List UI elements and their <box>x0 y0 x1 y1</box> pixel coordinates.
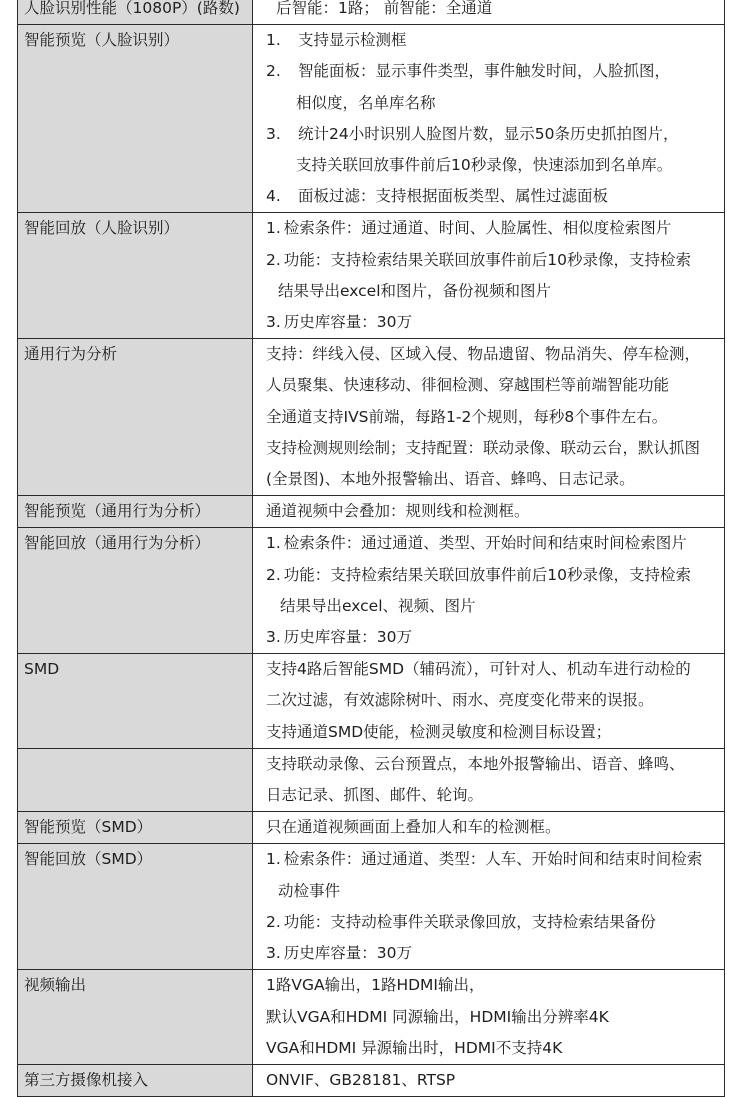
value-line: 1路VGA输出，1路HDMI输出， <box>266 976 485 995</box>
value-line: 支持联动录像、云台预置点，本地外报警输出、语音、蜂鸣、 <box>266 754 685 773</box>
row-value <box>253 496 725 528</box>
row-value <box>253 812 725 844</box>
table-row <box>18 339 725 496</box>
value-line: (全景图)、本地外报警输出、语音、蜂鸣、日志记录。 <box>266 470 635 489</box>
row-label: 通用行为分析 <box>18 339 253 496</box>
row-value <box>253 970 725 1065</box>
list-item-continuation: 相似度，名单库名称 <box>296 93 436 112</box>
table-row <box>18 0 725 25</box>
value-line: 后智能：1路； 前智能：全通道 <box>276 0 493 17</box>
table-row <box>18 25 725 213</box>
list-item: 3. 历史库容量：30万 <box>266 313 413 332</box>
row-value <box>253 528 725 654</box>
table-row <box>18 213 725 339</box>
list-item-continuation: 结果导出excel和图片，备份视频和图片 <box>278 281 552 300</box>
list-item: 2. 功能：支持检索结果关联回放事件前后10秒录像，支持检索 <box>266 565 692 584</box>
row-label: 第三方摄像机接入 <box>18 1064 253 1096</box>
row-label: SMD <box>18 654 253 749</box>
value-line: 默认VGA和HDMI 同源输出，HDMI输出分辨率4K <box>266 1007 609 1026</box>
list-item: 1. 检索条件：通过通道、时间、人脸属性、相似度检索图片 <box>266 219 672 238</box>
table-row <box>18 496 725 528</box>
value-line: 支持4路后智能SMD（辅码流），可针对人、机动车进行动检的 <box>266 660 691 679</box>
row-label: 智能回放（SMD） <box>18 844 253 970</box>
list-item: 3. 历史库容量：30万 <box>266 944 413 963</box>
list-item: 2. 功能：支持动检事件关联录像回放，支持检索结果备份 <box>266 912 656 931</box>
value-line: ONVIF、GB28181、RTSP <box>266 1070 456 1089</box>
list-item-continuation: 支持关联回放事件前后10秒录像，快速添加到名单库。 <box>296 156 673 175</box>
row-label: 智能回放（通用行为分析） <box>18 528 253 654</box>
list-item: 2. 功能：支持检索结果关联回放事件前后10秒录像，支持检索 <box>266 250 692 269</box>
row-label: 智能预览（通用行为分析） <box>18 496 253 528</box>
table-row <box>18 812 725 844</box>
row-value <box>253 213 725 339</box>
value-line: 支持通道SMD使能，检测灵敏度和检测目标设置； <box>266 722 612 741</box>
table-row <box>18 654 725 749</box>
table-row <box>18 970 725 1065</box>
value-line: 通道视频中会叠加：规则线和检测框。 <box>266 502 530 521</box>
list-item-continuation: 结果导出excel、视频、图片 <box>280 596 476 615</box>
row-value <box>253 0 725 25</box>
value-line: VGA和HDMI 异源输出时，HDMI不支持4K <box>266 1038 563 1057</box>
row-value <box>253 339 725 496</box>
row-value <box>253 654 725 749</box>
list-item: 1. 支持显示检测框 <box>266 31 407 50</box>
value-line: 支持检测规则绘制；支持配置：联动录像、联动云台，默认抓图 <box>266 438 701 457</box>
value-line: 支持：绊线入侵、区域入侵、物品遗留、物品消失、停车检测， <box>266 345 701 364</box>
row-label <box>18 748 253 811</box>
list-item-continuation: 动检事件 <box>278 881 341 900</box>
list-item: 3. 历史库容量：30万 <box>266 628 413 647</box>
row-label: 智能预览（SMD） <box>18 812 253 844</box>
row-label: 智能回放（人脸识别） <box>18 213 253 339</box>
row-label: 视频输出 <box>18 970 253 1065</box>
spec-table <box>17 0 725 1097</box>
table-row <box>18 1064 725 1096</box>
list-item: 2. 智能面板：显示事件类型，事件触发时间，人脸抓图， <box>266 62 671 81</box>
row-value <box>253 844 725 970</box>
value-line: 全通道支持IVS前端，每路1-2个规则，每秒8个事件左右。 <box>266 407 668 426</box>
list-item: 3. 统计24小时识别人脸图片数，显示50条历史抓拍图片， <box>266 124 679 143</box>
table-row <box>18 528 725 654</box>
value-line: 日志记录、抓图、邮件、轮询。 <box>266 786 484 805</box>
list-item: 4. 面板过滤：支持根据面板类型、属性过滤面板 <box>266 187 609 206</box>
value-line: 二次过滤，有效滤除树叶、雨水、亮度变化带来的误报。 <box>266 691 654 710</box>
row-value <box>253 25 725 213</box>
list-item: 1. 检索条件：通过通道、类型：人车、开始时间和结束时间检索 <box>266 850 703 869</box>
table-row <box>18 844 725 970</box>
value-line: 只在通道视频画面上叠加人和车的检测框。 <box>266 818 561 837</box>
row-value <box>253 1064 725 1096</box>
row-value <box>253 748 725 811</box>
value-line: 人员聚集、快速移动、徘徊检测、穿越围栏等前端智能功能 <box>266 376 670 395</box>
row-label: 智能预览（人脸识别） <box>18 25 253 213</box>
list-item: 1. 检索条件：通过通道、类型、开始时间和结束时间检索图片 <box>266 534 687 553</box>
row-label: 人脸识别性能（1080P）(路数) <box>18 0 253 25</box>
table-row <box>18 748 725 811</box>
